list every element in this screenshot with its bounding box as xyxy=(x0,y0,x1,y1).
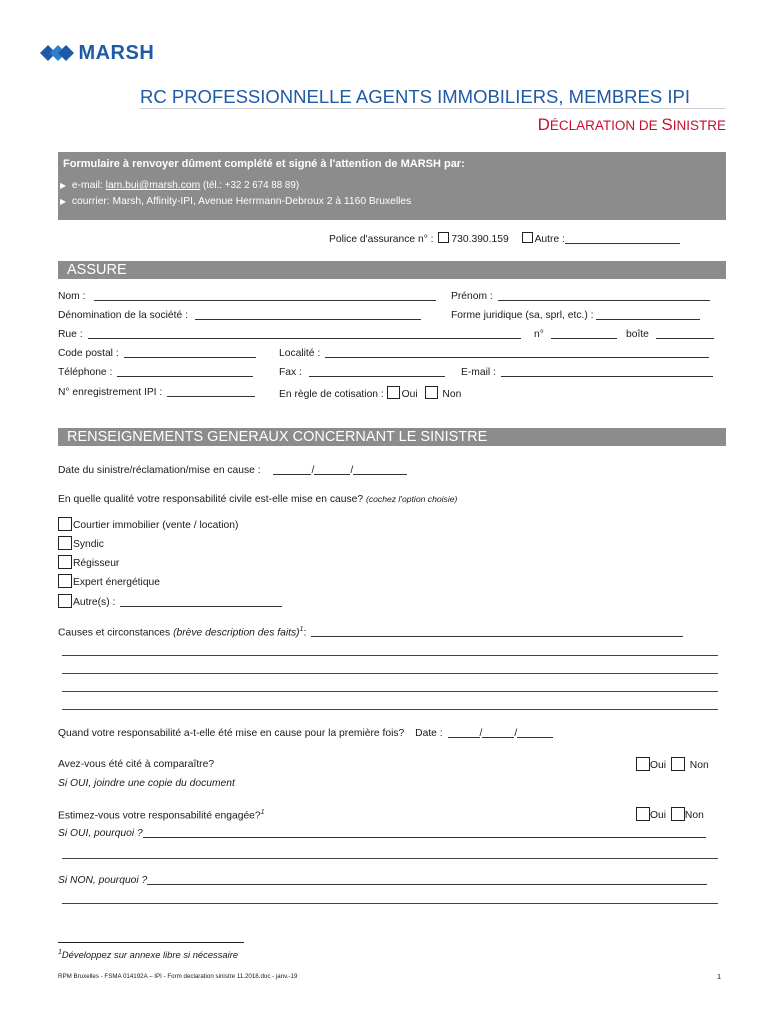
footer-reference: RPM Bruxelles - FSMA 014192A – IPI - Form declaration sinistre 11.2018.doc - janv.-19 xyxy=(58,973,298,980)
option-courtier[interactable] xyxy=(58,517,238,531)
comparaitre-non-checkbox[interactable] xyxy=(671,757,685,771)
engagee-options xyxy=(636,807,704,821)
comparaitre-non-label: Non xyxy=(689,760,709,771)
numero-field[interactable] xyxy=(551,328,617,339)
si-non-line[interactable] xyxy=(62,903,718,904)
ipi-field[interactable] xyxy=(167,386,255,397)
footnote xyxy=(58,949,238,960)
cotisation-non-checkbox[interactable] xyxy=(425,386,438,399)
telephone-field[interactable] xyxy=(117,366,253,377)
row-si-non-pourquoi xyxy=(58,874,707,886)
telephone-label: Téléphone : xyxy=(58,367,113,378)
comparaitre-label: Avez-vous été cité à comparaître? xyxy=(58,759,215,770)
date-sinistre-label: Date du sinistre/réclamation/mise en cause : xyxy=(58,465,261,476)
row-cotisation xyxy=(279,386,461,400)
causes-label: Causes et circonstances xyxy=(58,627,171,639)
row-rue xyxy=(58,328,521,340)
cotisation-oui-checkbox[interactable] xyxy=(387,386,400,399)
autres-field[interactable] xyxy=(120,596,282,607)
si-oui-pourquoi-label: Si OUI, pourquoi ? xyxy=(58,828,143,839)
footnote-divider xyxy=(58,942,244,943)
row-code-postal xyxy=(58,347,256,359)
banner-email-line xyxy=(60,180,299,191)
nom-field[interactable] xyxy=(94,290,436,301)
row-premiere-fois: Quand votre responsabilité a-t-elle été mise en cause pour la première fois? Date : / / xyxy=(58,727,553,739)
comparaitre-oui-label: Oui xyxy=(650,760,667,771)
comparaitre-options xyxy=(636,757,709,771)
ipi-label: N° enregistrement IPI : xyxy=(58,387,163,398)
policy-row xyxy=(329,232,680,245)
section-sinistre-heading: RENSEIGNEMENTS GENERAUX CONCERNANT LE SINISTRE xyxy=(58,428,726,446)
autres-label: Autre(s) : xyxy=(73,597,116,608)
row-forme xyxy=(451,309,700,321)
engagee-label: Estimez-vous votre responsabilité engagée? xyxy=(58,810,261,822)
si-non-pourquoi-label: Si NON, pourquoi ? xyxy=(58,875,148,886)
autres-checkbox[interactable] xyxy=(58,594,72,608)
footnote-ref: 1 xyxy=(299,626,304,633)
marsh-logo xyxy=(40,42,154,65)
code-postal-label: Code postal : xyxy=(58,348,119,359)
fax-field[interactable] xyxy=(309,366,445,377)
boite-field[interactable] xyxy=(656,328,714,339)
row-fax xyxy=(279,366,445,378)
fax-label: Fax : xyxy=(279,367,302,378)
bullet-icon: ▶ xyxy=(60,181,67,190)
title-divider xyxy=(140,108,726,109)
qualite-note: (cochez l'option choisie) xyxy=(365,494,458,504)
expert-checkbox[interactable] xyxy=(58,574,72,588)
denomination-label: Dénomination de la société : xyxy=(58,310,188,321)
row-prenom xyxy=(451,290,710,302)
syndic-checkbox[interactable] xyxy=(58,536,72,550)
rue-label: Rue : xyxy=(58,329,83,340)
engagee-oui-label: Oui xyxy=(650,810,667,821)
engagee-non-checkbox[interactable] xyxy=(671,807,685,821)
date-day-field[interactable] xyxy=(273,464,311,475)
localite-field[interactable] xyxy=(325,347,709,358)
email-label: E-mail : xyxy=(461,367,496,378)
comparaitre-oui-checkbox[interactable] xyxy=(636,757,650,771)
option-regisseur[interactable] xyxy=(58,555,119,569)
footnote-text: Développez sur annexe libre si nécessaire xyxy=(61,949,239,961)
courtier-checkbox[interactable] xyxy=(58,517,72,531)
causes-line[interactable] xyxy=(62,709,718,710)
si-oui-line[interactable] xyxy=(62,858,718,859)
syndic-label: Syndic xyxy=(73,539,104,550)
row-qualite xyxy=(58,494,457,505)
page-number: 1 xyxy=(717,972,722,981)
courtier-label: Courtier immobilier (vente / location) xyxy=(73,520,239,531)
cotisation-oui-label: Oui xyxy=(401,389,418,400)
row-boite xyxy=(626,328,714,340)
boite-label: boîte xyxy=(626,329,649,340)
document-title: RC PROFESSIONNELLE AGENTS IMMOBILIERS, MEMBRES IPI xyxy=(140,86,690,107)
row-localite xyxy=(279,347,709,359)
subtitle-part: ÉCLARATION DE xyxy=(549,118,662,133)
policy-other-label: Autre : xyxy=(534,234,565,245)
si-oui-copie: Si OUI, joindre une copie du document xyxy=(58,778,235,789)
qualite-label: En quelle qualité votre responsabilité civile est-elle mise en cause? xyxy=(58,494,364,505)
mail-address: courrier: Marsh, Affinity-IPI, Avenue Herrmann-Debroux 2 à 1160 Bruxelles xyxy=(71,196,412,207)
si-oui-pourquoi-field[interactable] xyxy=(143,827,706,838)
footnote-mark: 1 xyxy=(58,949,62,956)
causes-line[interactable] xyxy=(62,673,718,674)
email-suffix: (tél.: +32 2 674 88 89) xyxy=(200,180,300,191)
causes-line[interactable] xyxy=(62,691,718,692)
premiere-day-field[interactable] xyxy=(448,727,480,738)
numero-label: n° xyxy=(534,329,544,340)
rue-field[interactable] xyxy=(88,328,521,339)
engagee-non-label: Non xyxy=(684,810,704,821)
row-engagee xyxy=(58,809,265,821)
logo-text: MARSH xyxy=(78,42,155,64)
code-postal-field[interactable] xyxy=(124,347,256,358)
regisseur-checkbox[interactable] xyxy=(58,555,72,569)
date-month-field[interactable] xyxy=(314,464,350,475)
option-expert[interactable] xyxy=(58,574,160,588)
premiere-date-label: Date : xyxy=(415,728,443,739)
row-denomination xyxy=(58,309,421,321)
option-syndic[interactable] xyxy=(58,536,104,550)
forme-field[interactable] xyxy=(596,309,700,320)
causes-note: (brève description des faits) xyxy=(173,627,300,639)
instructions-banner xyxy=(58,152,726,220)
prenom-field[interactable] xyxy=(498,290,710,301)
policy-other-checkbox[interactable] xyxy=(522,232,533,243)
row-email xyxy=(461,366,713,378)
policy-other-field[interactable] xyxy=(565,233,680,244)
document-subtitle xyxy=(538,115,726,135)
localite-label: Localité : xyxy=(279,348,321,359)
si-non-pourquoi-field[interactable] xyxy=(147,874,707,885)
prenom-label: Prénom : xyxy=(451,291,493,302)
policy-730-checkbox[interactable] xyxy=(438,232,449,243)
premiere-month-field[interactable] xyxy=(482,727,514,738)
banner-mail-line xyxy=(60,196,411,207)
denomination-field[interactable] xyxy=(195,309,421,320)
causes-field[interactable] xyxy=(311,626,683,637)
cotisation-label: En règle de cotisation : xyxy=(279,389,384,400)
forme-label: Forme juridique (sa, sprl, etc.) : xyxy=(451,310,594,321)
regisseur-label: Régisseur xyxy=(73,558,120,569)
section-assure-heading: ASSURE xyxy=(58,261,726,279)
row-ipi xyxy=(58,386,255,398)
engagee-oui-checkbox[interactable] xyxy=(636,807,650,821)
premiere-fois-label: Quand votre responsabilité a-t-elle été mise en cause pour la première fois? xyxy=(58,728,405,739)
row-comparaitre xyxy=(58,759,214,770)
subtitle-cap: D xyxy=(537,115,550,134)
policy-label: Police d'assurance n° : xyxy=(329,234,434,245)
footnote-ref: 1 xyxy=(260,809,265,816)
row-numero xyxy=(534,328,617,340)
premiere-year-field[interactable] xyxy=(517,727,553,738)
email-link[interactable]: lam.bui@marsh.com xyxy=(105,180,201,191)
email-prefix: e-mail: xyxy=(71,180,106,191)
nom-label: Nom : xyxy=(58,291,86,302)
option-autres[interactable] xyxy=(58,594,282,608)
banner-heading: Formulaire à renvoyer dûment complété et signé à l'attention de MARSH par: xyxy=(63,158,465,170)
row-causes: Causes et circonstances (brève description des faits)$^1$: xyxy=(58,626,683,638)
expert-label: Expert énergétique xyxy=(73,577,161,588)
date-year-field[interactable] xyxy=(353,464,407,475)
cotisation-non-label: Non xyxy=(442,389,462,400)
row-nom xyxy=(58,290,436,302)
row-date-sinistre: Date du sinistre/réclamation/mise en cause : / / xyxy=(58,464,407,476)
causes-line[interactable] xyxy=(62,655,718,656)
row-telephone xyxy=(58,366,253,378)
marsh-logo-icon xyxy=(40,44,74,62)
email-field[interactable] xyxy=(501,366,713,377)
policy-730-label: 730.390.159 xyxy=(451,234,509,245)
subtitle-part: INISTRE xyxy=(672,118,726,133)
bullet-icon: ▶ xyxy=(60,197,67,206)
subtitle-cap: S xyxy=(661,115,673,134)
row-si-oui-pourquoi xyxy=(58,827,706,839)
